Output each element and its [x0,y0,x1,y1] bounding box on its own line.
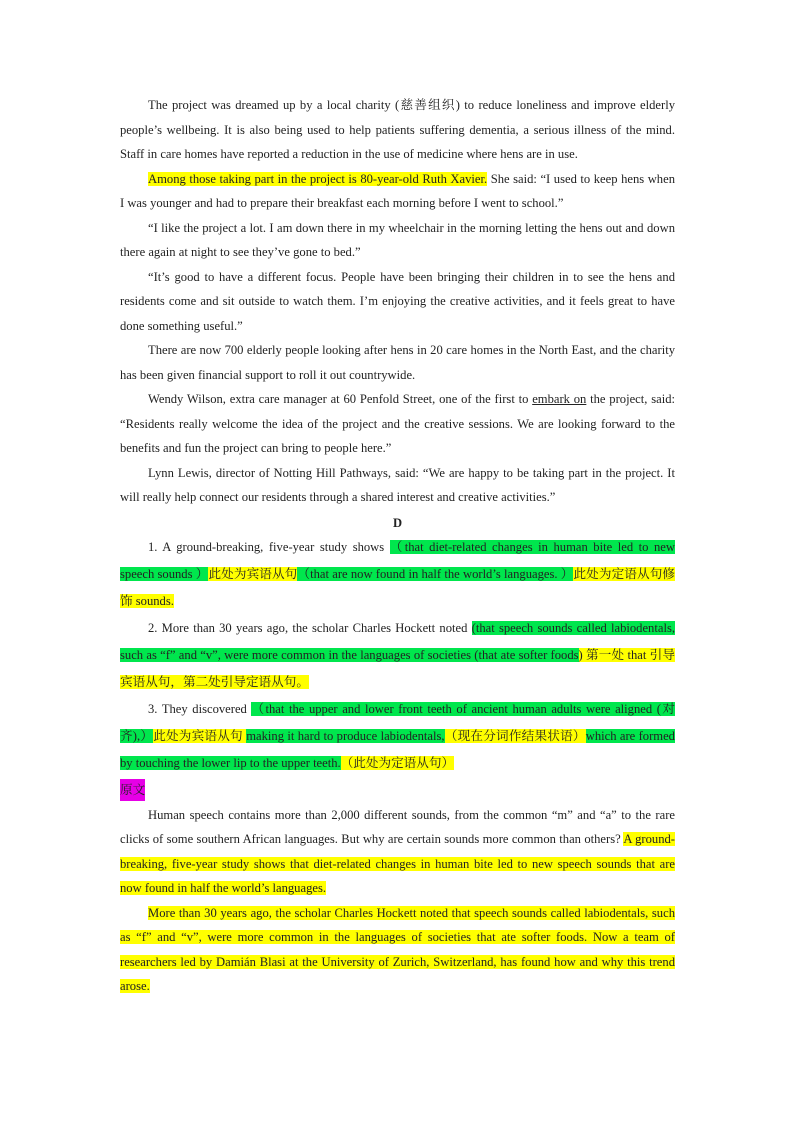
highlight-ruth: Among those taking part in the project is 80-year-old Ruth Xavier. [148,171,488,186]
note-1-yellow-2: 此处为定语从句修饰 sounds. [120,566,675,608]
note-3 [120,696,675,777]
note-2-yellow: ) 第一处 that 引导宾语从句，第二处引导定语从句。 [120,647,675,689]
original-paragraph-1-text: Human speech contains more than 2,000 different sounds, from the common “m” and “a” to the rare clicks of some southern African languages. But why are certain sounds more common than others? [120,807,675,846]
paragraph-c2 [120,167,675,216]
original-tag-line [120,777,675,803]
original-paragraph-1-highlight: A ground-breaking, five-year study shows that diet-related changes in human bite led to new speech sounds that are now found in half the world’s languages. [120,832,675,895]
original-paragraph-2-highlight: More than 30 years ago, the scholar Charles Hockett noted that speech sounds called labiodentals, such as “f” and “v”, were more common in the languages of societies that ate softer foods. Now a team of researchers led by Damián Blasi at the University of Zurich, Switzerland, has found how and why this trend arose. [120,905,675,993]
original-paragraph-2 [120,901,675,999]
paragraph-c3: “I like the project a lot. I am down there in my wheelchair in the morning letting the hens out and down there again at night to see they’ve gone to bed.” [120,220,675,259]
note-1-lead: 1. A ground-breaking, five-year study shows [148,539,390,554]
note-3-lead: 3. They discovered [148,701,252,716]
note-2-lead: 2. More than 30 years ago, the scholar Charles Hockett noted [148,620,472,635]
note-1-green-2: （that are now found in half the world’s languages. ） [297,566,574,581]
paragraph-c5: There are now 700 elderly people looking after hens in 20 care homes in the North East, and the charity has been given financial support to roll it out countrywide. [120,343,675,382]
paragraph-c7: Lynn Lewis, director of Notting Hill Pathways, said: “We are happy to be taking part in the project. It will really help connect our residents through a shared interest and creative activities.” [120,465,675,504]
note-3-yellow-1: 此处为宾语从句 [153,728,247,743]
paragraph-c1: The project was dreamed up by a local charity (慈善组织) to reduce loneliness and improve elderly people’s wellbeing. It is also being used to help patients suffering dementia, a serious illness of the mind. Staff in care homes have reported a reduction in the use of medicine where hens are in use. [120,98,675,161]
note-3-green-2: making it hard to produce labiodentals, [246,728,445,743]
note-1 [120,534,675,615]
note-2 [120,615,675,696]
document-body [120,93,675,999]
note-3-green-3: which are formed by touching the lower lip to the upper teeth. [120,728,675,770]
underlined-phrase: embark on [532,392,587,406]
original-text-tag: 原文 [120,779,145,801]
paragraph-c4: “It’s good to have a different focus. People have been bringing their children in to see the hens and residents come and sit outside to watch them. I’m enjoying the creative activities, and it feels great to have done something useful.” [120,269,675,333]
paragraph-c6-b: the project, said: “Residents really welcome the idea of the project and the creative sessions. We are looking forward to the benefits and fun the project can bring to people here.” [120,392,675,455]
paragraph-c6 [120,387,675,461]
section-heading-d: D [392,515,403,530]
note-3-yellow-2: （现在分词作结果状语） [444,728,586,743]
note-1-green-1: （that diet-related changes in human bite led to new speech sounds ） [120,539,675,581]
note-3-yellow-3: （此处为定语从句） [340,755,455,770]
paragraph-c6-a: Wendy Wilson, extra care manager at 60 Penfold Street, one of the first to [148,392,533,406]
original-paragraph-1 [120,803,675,901]
note-3-green-1: （that the upper and lower front teeth of ancient human adults were aligned (对齐),） [120,701,675,743]
note-1-yellow-1: 此处为宾语从句 [208,566,298,581]
note-2-green: (that speech sounds called labiodentals, such as “f” and “v”, were more common in the languages of societies (that ate softer foods [120,620,675,662]
paragraph-c2-rest: She said: “I used to keep hens when I was younger and had to prepare their breakfast each morning before I went to school.” [120,171,675,210]
